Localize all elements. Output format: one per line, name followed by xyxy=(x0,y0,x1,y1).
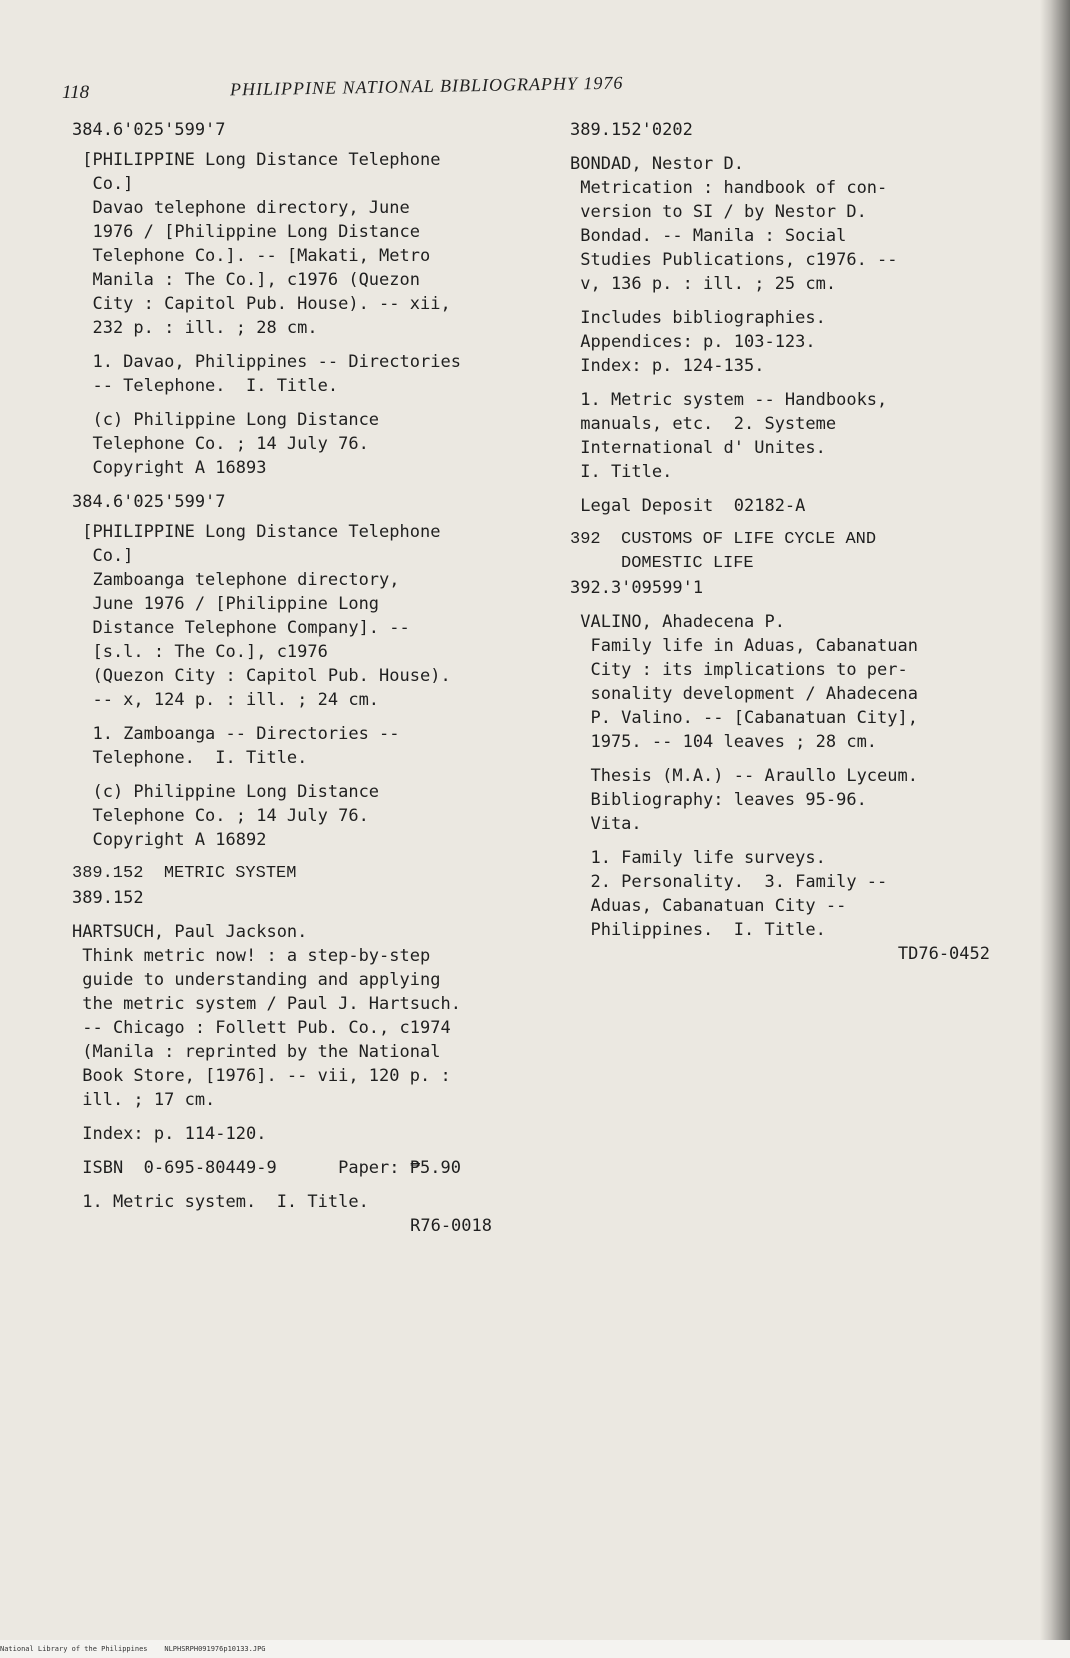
class-number: 389.152 xyxy=(72,888,144,908)
subject-line: I. Title. xyxy=(570,462,673,482)
note-line: Includes bibliographies. xyxy=(570,308,826,328)
note-line: Index: p. 124-135. xyxy=(570,356,765,376)
bibliographic-entry: 384.6'025'599'7 [PHILIPPINE Long Distance Telephone Co.] Davao telephone directory, June 1976 / [Philippine Long Distance Telephone Co.]. -- [Makati, Metro Manila : The Co.], c1976 (Quezon City : Capitol Pub. House). -- xii, 232 p. : ill. ; 28 cm. 1. Davao, Philippines -- Directories -- Telephone. I. Title. (c) Philippine Long Distance Telephone Co. ; 14 July 76. Copyright A 16893 xyxy=(72,118,542,480)
control-number: TD76-0452 xyxy=(897,944,990,964)
copyright-line: Copyright A 16892 xyxy=(72,830,267,850)
subject-line: 1. Davao, Philippines -- Directories xyxy=(72,352,461,372)
subject-line: Aduas, Cabanatuan City -- xyxy=(570,896,847,916)
copyright-line: (c) Philippine Long Distance xyxy=(72,782,380,802)
class-number: 389.152'0202 xyxy=(570,120,693,140)
bibliographic-entry: 392.3'09599'1 VALINO, Ahadecena P. Family life in Aduas, Cabanatuan City : its implications to per- sonality development / Ahadecena P. Valino. -- [Cabanatuan City], 1975. -- 104 leaves ; 28 cm. Thesis (M.A.) -- Araullo Lyceum. Bibliography: leaves 95-96. Vita. 1. Family life surveys. 2. Personality. 3. Family -- Aduas, Cabanatuan City -- Philippines. I. Title. TD76-0452 xyxy=(570,576,1010,966)
section-heading: DOMESTIC LIFE xyxy=(570,554,754,573)
subject-line: 1. Family life surveys. xyxy=(570,848,826,868)
subject-line: Philippines. I. Title. xyxy=(570,920,826,940)
running-title: PHILIPPINE NATIONAL BIBLIOGRAPHY 1976 xyxy=(229,72,624,100)
page-header xyxy=(62,74,712,104)
bibliographic-entry: 389.152 HARTSUCH, Paul Jackson. Think metric now! : a step-by-step guide to understanding and applying the metric system / Paul J. Hartsuch. -- Chicago : Follett Pub. Co., c1974 (Manila : reprinted by the National Book Store, [1976]. -- vii, 120 p. : ill. ; 17 cm. Index: p. 114-120. ISBN 0-695-80449-9 Paper: ₱5.90 1. Metric system. I. Title. R76-0018 xyxy=(72,886,542,1238)
note-line: Vita. xyxy=(570,814,642,834)
subject-line: manuals, etc. 2. Systeme xyxy=(570,414,837,434)
subject-line: Telephone. I. Title. xyxy=(72,748,308,768)
subject-heading xyxy=(72,862,542,886)
note-line: Appendices: p. 103-123. xyxy=(570,332,816,352)
class-number: 384.6'025'599'7 xyxy=(72,492,226,512)
note-line: Bibliography: leaves 95-96. xyxy=(570,790,867,810)
subject-line: International d' Unites. xyxy=(570,438,826,458)
bibliographic-entry: 389.152'0202 BONDAD, Nestor D. Metrication : handbook of con- version to SI / by Nestor D. Bondad. -- Manila : Social Studies Publications, c1976. -- v, 136 p. : ill. ; 25 cm. Includes bibliographies. Appendices: p. 103-123. Index: p. 124-135. 1. Metric system -- Handbooks, manuals, etc. 2. Systeme International d' Unites. I. Title. Legal Deposit 02182-A xyxy=(570,118,1010,518)
left-column xyxy=(72,118,542,1238)
subject-line: 1. Metric system -- Handbooks, xyxy=(570,390,888,410)
note-line: Thesis (M.A.) -- Araullo Lyceum. xyxy=(570,766,918,786)
subject-line: 1. Metric system. I. Title. xyxy=(72,1192,369,1212)
subject-heading xyxy=(570,528,1010,576)
class-number: 384.6'025'599'7 xyxy=(72,120,226,140)
section-heading: 392 CUSTOMS OF LIFE CYCLE AND xyxy=(570,530,877,549)
subject-line: -- Telephone. I. Title. xyxy=(72,376,339,396)
copyright-line: Telephone Co. ; 14 July 76. xyxy=(72,806,369,826)
copyright-line: (c) Philippine Long Distance xyxy=(72,410,380,430)
control-number: R76-0018 xyxy=(410,1216,492,1236)
page-number: 118 xyxy=(62,82,90,103)
index-note: Index: p. 114-120. xyxy=(72,1124,267,1144)
section-heading: 389.152 METRIC SYSTEM xyxy=(72,864,297,883)
book-spine-shadow xyxy=(1040,0,1070,1658)
scan-credit: National Library of the Philippines NLPHSRPH091976p10133.JPG xyxy=(0,1645,266,1653)
subject-line: 2. Personality. 3. Family -- xyxy=(570,872,888,892)
bibliographic-entry: 384.6'025'599'7 [PHILIPPINE Long Distance Telephone Co.] Zamboanga telephone directory, June 1976 / [Philippine Long Distance Telephone Company]. -- [s.l. : The Co.], c1976 (Quezon City : Capitol Pub. House). -- x, 124 p. : ill. ; 24 cm. 1. Zamboanga -- Directories -- Telephone. I. Title. (c) Philippine Long Distance Telephone Co. ; 14 July 76. Copyright A 16892 xyxy=(72,490,542,852)
legal-deposit: Legal Deposit 02182-A xyxy=(570,496,806,516)
class-number: 392.3'09599'1 xyxy=(570,578,704,598)
right-column xyxy=(570,118,1010,966)
copyright-line: Copyright A 16893 xyxy=(72,458,267,478)
isbn-line: ISBN 0-695-80449-9 Paper: ₱5.90 xyxy=(72,1158,461,1178)
copyright-line: Telephone Co. ; 14 July 76. xyxy=(72,434,369,454)
subject-line: 1. Zamboanga -- Directories -- xyxy=(72,724,400,744)
